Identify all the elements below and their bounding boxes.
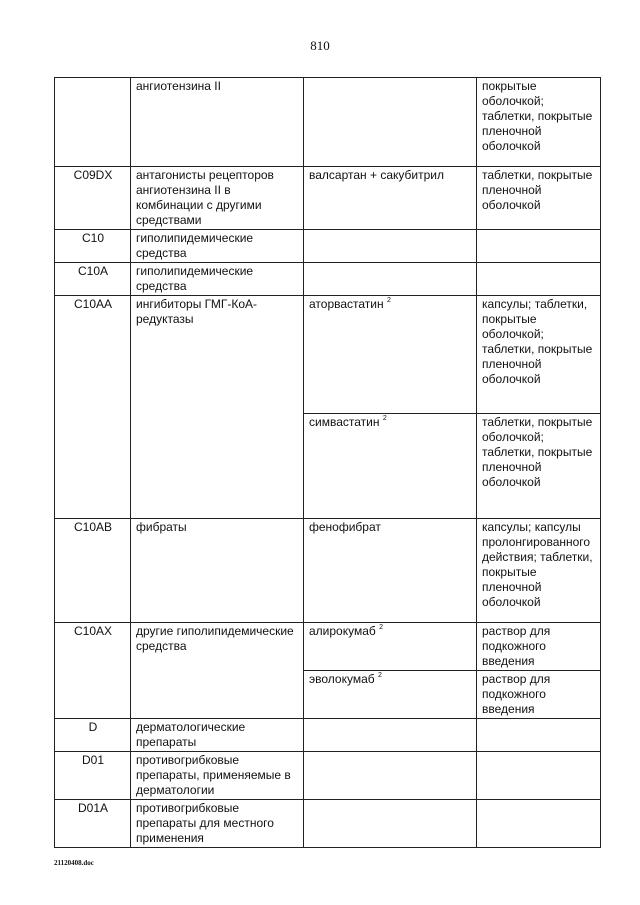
drug-name	[304, 78, 477, 167]
table-row	[55, 623, 601, 671]
atc-code: C10AX	[55, 623, 131, 719]
group-name: ингибиторы ГМГ-КоА-редуктазы	[131, 296, 304, 519]
dosage-form: капсулы; таблетки, покрытые оболочкой; таблетки, покрытые пленочной оболочкой	[477, 296, 601, 414]
dosage-form	[477, 719, 601, 752]
dosage-form	[477, 230, 601, 263]
group-name: гиполипидемические средства	[131, 230, 304, 263]
dosage-form	[477, 800, 601, 848]
drug-name: валсартан + сакубитрил	[304, 167, 477, 230]
group-name: ангиотензина II	[131, 78, 304, 167]
drug-table	[54, 77, 601, 848]
atc-code: C10AA	[55, 296, 131, 519]
drug-name-text: алирокумаб	[309, 624, 376, 638]
group-name: фибраты	[131, 519, 304, 623]
table-row	[55, 78, 601, 167]
drug-name: фенофибрат	[304, 519, 477, 623]
table-row	[55, 296, 601, 414]
group-name: противогрибковые препараты для местного применения	[131, 800, 304, 848]
footnote-marker: 2	[386, 297, 391, 304]
atc-code: C10	[55, 230, 131, 263]
drug-name	[304, 800, 477, 848]
footnote-marker: 2	[382, 415, 387, 422]
atc-code: D01	[55, 752, 131, 800]
drug-name	[304, 230, 477, 263]
dosage-form	[477, 263, 601, 296]
group-name: противогрибковые препараты, применяемые в дерматологии	[131, 752, 304, 800]
footnote-marker: 2	[379, 624, 384, 631]
atc-code	[55, 78, 131, 167]
drug-name	[304, 719, 477, 752]
dosage-form: таблетки, покрытые пленочной оболочкой	[477, 167, 601, 230]
drug-name-text: эволокумаб	[309, 672, 375, 686]
atc-code: D	[55, 719, 131, 752]
drug-name	[304, 671, 477, 719]
document-footer: 21120408.doc	[54, 859, 94, 867]
drug-name-text: симвастатин	[309, 415, 380, 429]
group-name: другие гиполипидемические средства	[131, 623, 304, 719]
drug-name	[304, 263, 477, 296]
dosage-form: капсулы; капсулы пролонгированного действия; таблетки, покрытые пленочной оболочкой	[477, 519, 601, 623]
table-row	[55, 519, 601, 623]
table-row	[55, 167, 601, 230]
dosage-form: покрытые оболочкой; таблетки, покрытые пленочной оболочкой	[477, 78, 601, 167]
dosage-form	[477, 752, 601, 800]
dosage-form: раствор для подкожного введения	[477, 623, 601, 671]
page-number: 810	[310, 38, 330, 53]
table-row	[55, 230, 601, 263]
table-row	[55, 263, 601, 296]
dosage-form: раствор для подкожного введения	[477, 671, 601, 719]
table-row	[55, 800, 601, 848]
dosage-form: таблетки, покрытые оболочкой; таблетки, покрытые пленочной оболочкой	[477, 414, 601, 519]
table-row	[55, 719, 601, 752]
drug-name	[304, 414, 477, 519]
group-name: гиполипидемические средства	[131, 263, 304, 296]
drug-name	[304, 752, 477, 800]
drug-name	[304, 623, 477, 671]
atc-code: C09DX	[55, 167, 131, 230]
group-name: антагонисты рецепторов ангиотензина II в комбинации с другими средствами	[131, 167, 304, 230]
drug-name	[304, 296, 477, 414]
table-row	[55, 752, 601, 800]
footnote-marker: 2	[377, 672, 382, 679]
atc-code: D01A	[55, 800, 131, 848]
atc-code: C10A	[55, 263, 131, 296]
group-name: дерматологические препараты	[131, 719, 304, 752]
drug-name-text: аторвастатин	[309, 297, 384, 311]
atc-code: C10AB	[55, 519, 131, 623]
